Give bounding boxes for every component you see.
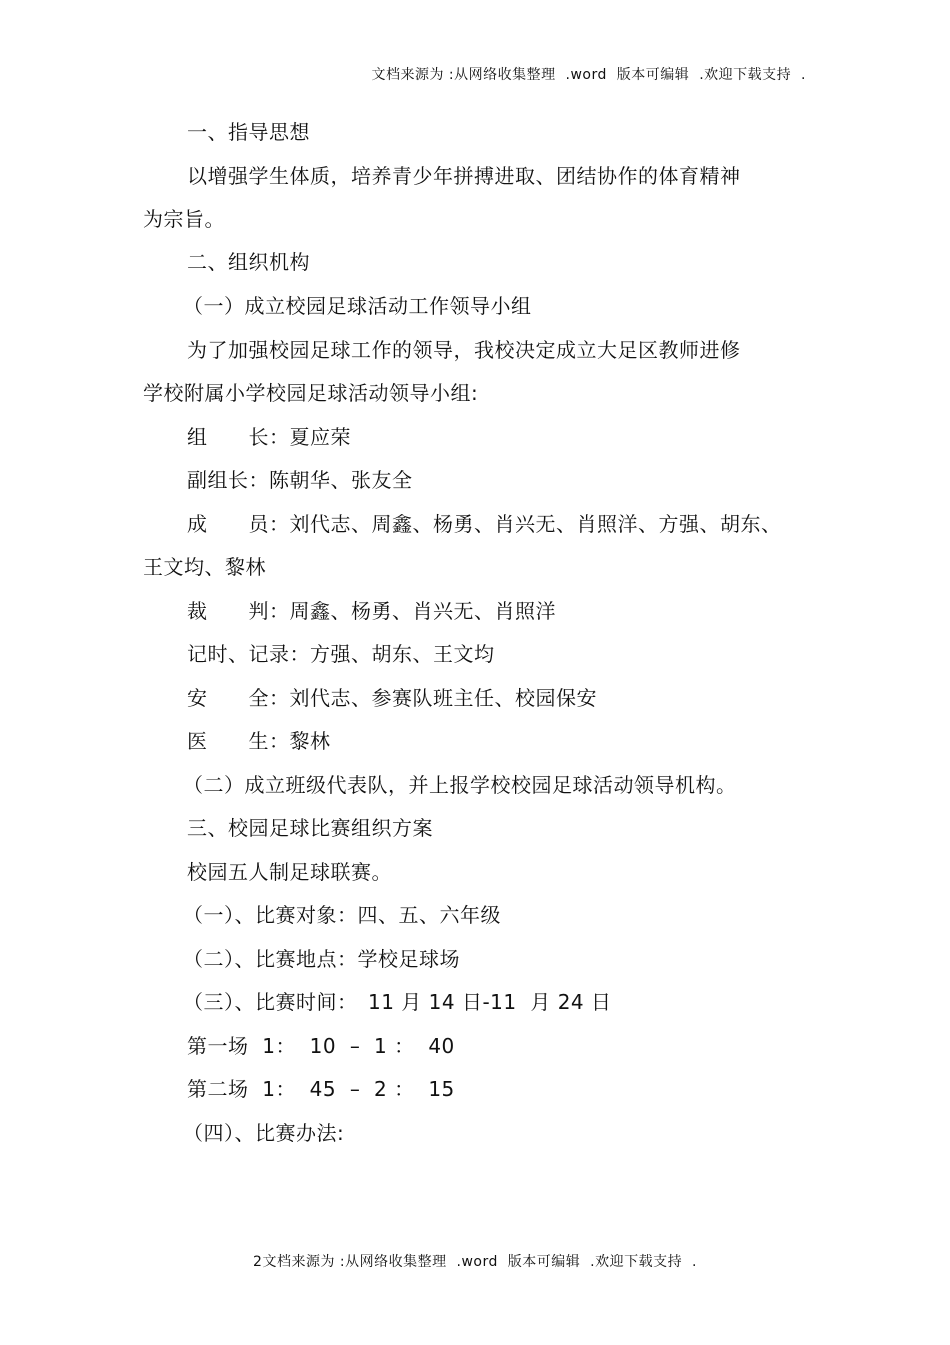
section-heading-guiding-ideology: 一、指导思想 xyxy=(187,120,310,144)
page-footer: 2文档来源为 :从网络收集整理 .word 版本可编辑 .欢迎下载支持 . xyxy=(253,1254,697,1270)
schedule-line: 第一场 1： 10 – 1 ： 40 xyxy=(187,1034,455,1058)
roster-line: 副组长：陈朝华、张友全 xyxy=(187,468,413,492)
roster-line: 王文均、黎林 xyxy=(143,555,266,579)
paragraph-line: 以增强学生体质，培养青少年拼搏进取、团结协作的体育精神 xyxy=(187,164,741,188)
match-detail-line: （三）、比赛时间： 11 月 14 日-11 月 24 日 xyxy=(183,990,612,1014)
page-header: 文档来源为 :从网络收集整理 .word 版本可编辑 .欢迎下载支持 . xyxy=(371,67,806,83)
paragraph-line: 为了加强校园足球工作的领导，我校决定成立大足区教师进修 xyxy=(187,338,741,362)
roster-line: 安 全：刘代志、参赛队班主任、校园保安 xyxy=(187,686,597,710)
paragraph-line: 校园五人制足球联赛。 xyxy=(187,860,392,884)
paragraph-line: 为宗旨。 xyxy=(143,207,225,231)
roster-line: 组 长：夏应荣 xyxy=(187,425,351,449)
roster-line: 医 生：黎林 xyxy=(187,729,331,753)
subsection-heading: （一）成立校园足球活动工作领导小组 xyxy=(183,294,532,318)
schedule-line: 第二场 1： 45 – 2 ： 15 xyxy=(187,1077,455,1101)
match-detail-line: （四）、比赛办法: xyxy=(183,1121,345,1145)
subsection-heading: （二）成立班级代表队，并上报学校校园足球活动领导机构。 xyxy=(183,773,737,797)
paragraph-line: 学校附属小学校园足球活动领导小组: xyxy=(143,381,479,405)
match-detail-line: （一）、比赛对象：四、五、六年级 xyxy=(183,903,501,927)
roster-line: 成 员：刘代志、周鑫、杨勇、肖兴无、肖照洋、方强、胡东、 xyxy=(187,512,782,536)
roster-line: 裁 判：周鑫、杨勇、肖兴无、肖照洋 xyxy=(187,599,556,623)
roster-line: 记时、记录：方强、胡东、王文均 xyxy=(187,642,495,666)
match-detail-line: （二）、比赛地点：学校足球场 xyxy=(183,947,460,971)
section-heading-match-plan: 三、校园足球比赛组织方案 xyxy=(187,816,433,840)
section-heading-organization: 二、组织机构 xyxy=(187,250,310,274)
